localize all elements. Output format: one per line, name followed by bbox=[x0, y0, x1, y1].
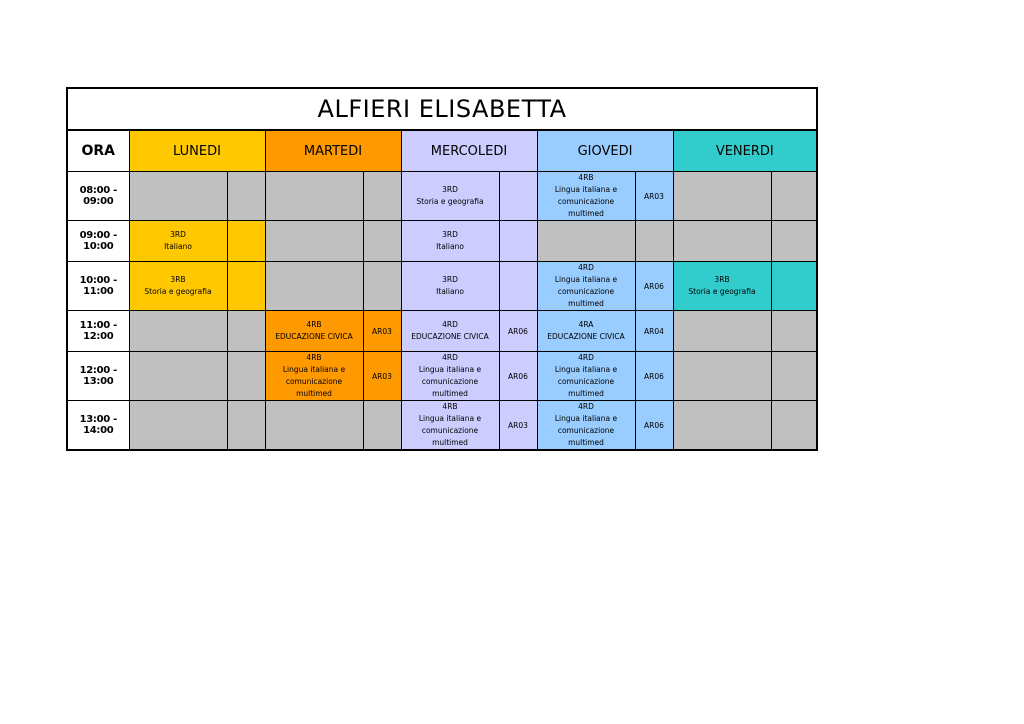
class-code: 3RD bbox=[442, 230, 458, 239]
table-row bbox=[67, 262, 817, 311]
empty-room-cell-lunedi bbox=[227, 401, 265, 451]
lesson-cell-giovedi bbox=[537, 262, 635, 311]
empty-room-cell-venerdi bbox=[771, 352, 817, 401]
lesson-cell-mercoledi bbox=[401, 352, 499, 401]
class-code: 3RB bbox=[170, 275, 186, 284]
day-header-giovedi: GIOVEDI bbox=[537, 130, 673, 172]
class-code: 4RB bbox=[306, 320, 322, 329]
class-code: 4RB bbox=[306, 353, 322, 362]
day-header-martedi: MARTEDI bbox=[265, 130, 401, 172]
empty-cell-martedi bbox=[265, 262, 363, 311]
empty-room-cell-martedi bbox=[363, 401, 401, 451]
class-code: 3RD bbox=[442, 185, 458, 194]
class-code: 4RB bbox=[442, 402, 458, 411]
subject-name: Storia e geografia bbox=[144, 287, 212, 296]
class-code: 4RB bbox=[578, 173, 594, 182]
lesson-cell-mercoledi bbox=[401, 311, 499, 352]
room-cell-giovedi: AR06 bbox=[635, 401, 673, 451]
time-slot: 08:00 - 09:00 bbox=[67, 172, 129, 221]
empty-cell-lunedi bbox=[129, 401, 227, 451]
table-row bbox=[67, 172, 817, 221]
lesson-cell-mercoledi bbox=[401, 401, 499, 451]
lesson-cell-venerdi bbox=[673, 262, 771, 311]
subject-name: Storia e geografia bbox=[416, 197, 484, 206]
subject-name: Lingua italiana e comunicazione multimed bbox=[554, 185, 618, 218]
subject-name: Lingua italiana e comunicazione multimed bbox=[418, 365, 482, 398]
table-row bbox=[67, 401, 817, 451]
empty-cell-martedi bbox=[265, 401, 363, 451]
lesson-cell-martedi bbox=[265, 311, 363, 352]
table-row bbox=[67, 311, 817, 352]
day-header-venerdi: VENERDI bbox=[673, 130, 817, 172]
class-code: 4RD bbox=[578, 353, 594, 362]
empty-cell-venerdi bbox=[673, 311, 771, 352]
time-slot: 11:00 - 12:00 bbox=[67, 311, 129, 352]
class-code: 4RD bbox=[578, 402, 594, 411]
subject-name: Lingua italiana e comunicazione multimed bbox=[554, 414, 618, 447]
empty-cell-venerdi bbox=[673, 401, 771, 451]
class-code: 4RD bbox=[442, 353, 458, 362]
subject-name: Storia e geografia bbox=[688, 287, 756, 296]
room-cell-giovedi: AR04 bbox=[635, 311, 673, 352]
room-cell-mercoledi bbox=[499, 172, 537, 221]
room-cell-lunedi bbox=[227, 221, 265, 262]
room-cell-mercoledi: AR06 bbox=[499, 352, 537, 401]
lesson-cell-giovedi bbox=[537, 311, 635, 352]
time-slot: 10:00 - 11:00 bbox=[67, 262, 129, 311]
empty-cell-lunedi bbox=[129, 172, 227, 221]
lesson-cell-mercoledi bbox=[401, 221, 499, 262]
subject-name: Lingua italiana e comunicazione multimed bbox=[554, 275, 618, 308]
lesson-cell-lunedi bbox=[129, 262, 227, 311]
day-header-mercoledi: MERCOLEDI bbox=[401, 130, 537, 172]
empty-cell-venerdi bbox=[673, 352, 771, 401]
empty-room-cell-martedi bbox=[363, 262, 401, 311]
room-cell-mercoledi: AR03 bbox=[499, 401, 537, 451]
class-code: 4RA bbox=[578, 320, 594, 329]
empty-room-cell-venerdi bbox=[771, 221, 817, 262]
room-cell-giovedi: AR03 bbox=[635, 172, 673, 221]
empty-room-cell-lunedi bbox=[227, 352, 265, 401]
subject-name: Italiano bbox=[436, 287, 464, 296]
room-cell-mercoledi bbox=[499, 221, 537, 262]
ora-header: ORA bbox=[67, 130, 129, 172]
empty-cell-martedi bbox=[265, 221, 363, 262]
lesson-cell-giovedi bbox=[537, 401, 635, 451]
room-cell-lunedi bbox=[227, 262, 265, 311]
empty-cell-martedi bbox=[265, 172, 363, 221]
empty-cell-venerdi bbox=[673, 221, 771, 262]
lesson-cell-lunedi bbox=[129, 221, 227, 262]
lesson-cell-giovedi bbox=[537, 172, 635, 221]
subject-name: Lingua italiana e comunicazione multimed bbox=[554, 365, 618, 398]
table-row bbox=[67, 352, 817, 401]
room-cell-martedi: AR03 bbox=[363, 311, 401, 352]
timetable-sheet bbox=[66, 87, 816, 451]
empty-room-cell-martedi bbox=[363, 172, 401, 221]
empty-cell-lunedi bbox=[129, 352, 227, 401]
room-cell-giovedi: AR06 bbox=[635, 262, 673, 311]
lesson-cell-martedi bbox=[265, 352, 363, 401]
room-cell-martedi: AR03 bbox=[363, 352, 401, 401]
subject-name: EDUCAZIONE CIVICA bbox=[275, 332, 353, 341]
subject-name: Lingua italiana e comunicazione multimed bbox=[418, 414, 482, 447]
day-header-lunedi: LUNEDI bbox=[129, 130, 265, 172]
empty-room-cell-lunedi bbox=[227, 172, 265, 221]
time-slot: 12:00 - 13:00 bbox=[67, 352, 129, 401]
empty-room-cell-giovedi bbox=[635, 221, 673, 262]
lesson-cell-giovedi bbox=[537, 352, 635, 401]
subject-name: Italiano bbox=[164, 242, 192, 251]
room-cell-mercoledi: AR06 bbox=[499, 311, 537, 352]
subject-name: EDUCAZIONE CIVICA bbox=[411, 332, 489, 341]
subject-name: Italiano bbox=[436, 242, 464, 251]
class-code: 4RD bbox=[578, 263, 594, 272]
time-slot: 13:00 - 14:00 bbox=[67, 401, 129, 451]
class-code: 3RD bbox=[170, 230, 186, 239]
timetable bbox=[66, 87, 818, 451]
lesson-cell-mercoledi bbox=[401, 172, 499, 221]
room-cell-venerdi bbox=[771, 262, 817, 311]
empty-room-cell-venerdi bbox=[771, 311, 817, 352]
table-row bbox=[67, 221, 817, 262]
subject-name: Lingua italiana e comunicazione multimed bbox=[282, 365, 346, 398]
class-code: 3RD bbox=[442, 275, 458, 284]
empty-room-cell-martedi bbox=[363, 221, 401, 262]
room-cell-giovedi: AR06 bbox=[635, 352, 673, 401]
class-code: 3RB bbox=[714, 275, 730, 284]
subject-name: EDUCAZIONE CIVICA bbox=[547, 332, 625, 341]
lesson-cell-mercoledi bbox=[401, 262, 499, 311]
class-code: 4RD bbox=[442, 320, 458, 329]
empty-room-cell-lunedi bbox=[227, 311, 265, 352]
empty-room-cell-venerdi bbox=[771, 401, 817, 451]
empty-room-cell-venerdi bbox=[771, 172, 817, 221]
page-title: ALFIERI ELISABETTA bbox=[67, 88, 817, 130]
time-slot: 09:00 - 10:00 bbox=[67, 221, 129, 262]
room-cell-mercoledi bbox=[499, 262, 537, 311]
empty-cell-giovedi bbox=[537, 221, 635, 262]
empty-cell-lunedi bbox=[129, 311, 227, 352]
empty-cell-venerdi bbox=[673, 172, 771, 221]
timetable-body bbox=[67, 172, 817, 451]
